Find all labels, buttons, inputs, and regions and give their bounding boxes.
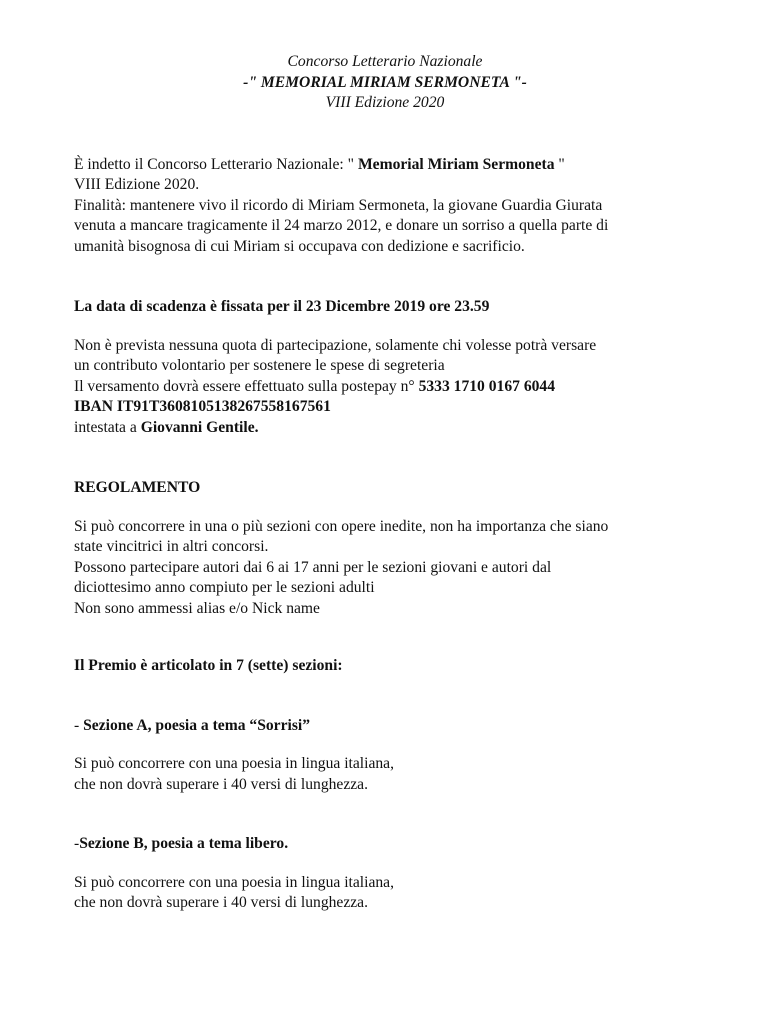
payment-line-4 [74, 397, 710, 418]
header-edition: VIII Edizione 2020 [325, 94, 445, 111]
section-b-dash: - [74, 835, 80, 852]
regolamento-title: REGOLAMENTO [74, 479, 201, 496]
document-header [60, 52, 710, 114]
intro-line-4: venuta a mancare tragicamente il 24 marzo 2012, e donare un sorriso a quella parte di [74, 217, 609, 234]
iban: IBAN IT91T3608105138267558167561 [74, 398, 331, 415]
intro-line-1 [74, 155, 710, 176]
payee-name: Giovanni Gentile. [140, 418, 259, 436]
section-a [74, 716, 710, 796]
section-b [74, 834, 710, 914]
regolamento-paragraph [74, 517, 710, 620]
regolamento-line-2: state vincitrici in altri concorsi. [74, 538, 269, 555]
header-title: Concorso Letterario Nazionale [287, 53, 483, 70]
intro-line-2: VIII Edizione 2020. [74, 176, 200, 193]
regolamento-line-3: Possono partecipare autori dai 6 ai 17 anni per le sezioni giovani e autori dal [74, 558, 552, 576]
section-a-heading [74, 716, 710, 737]
regolamento-line-1: Si può concorrere in una o più sezioni con opere inedite, non ha importanza che siano [74, 517, 609, 535]
memorial-name: Memorial Miriam Sermoneta [357, 155, 555, 173]
payment-text: Il versamento dovrà essere effettuato sulla postepay n° [74, 377, 419, 395]
payment-line-3 [74, 377, 710, 398]
intro-quote: " [554, 155, 565, 173]
header-memorial: -" MEMORIAL MIRIAM SERMONETA "- [243, 73, 527, 91]
payment-paragraph [74, 336, 710, 439]
payee-label: intestata a [74, 418, 141, 436]
section-b-heading [74, 834, 710, 855]
intro-text: È indetto il Concorso Letterario Nazionale: " [74, 155, 358, 173]
section-a-line-1: Si può concorrere con una poesia in lingua italiana, [74, 755, 394, 772]
deadline-heading [74, 297, 710, 318]
postepay-number: 5333 1710 0167 6044 [418, 377, 556, 395]
intro-line-3: Finalità: mantenere vivo il ricordo di Miriam Sermoneta, la giovane Guardia Giurata [74, 196, 603, 214]
section-a-line-2: che non dovrà superare i 40 versi di lunghezza. [74, 775, 369, 793]
regolamento-heading [74, 478, 710, 499]
section-a-dash: - [74, 716, 84, 734]
regolamento-line-4: diciottesimo anno compiuto per le sezioni adulti [74, 579, 375, 596]
regolamento-line-5: Non sono ammessi alias e/o Nick name [74, 599, 320, 617]
intro-paragraph [74, 155, 710, 258]
payment-line-2: un contributo volontario per sostenere le spese di segreteria [74, 357, 445, 374]
section-a-title: Sezione A, poesia a tema “Sorrisi” [83, 716, 311, 734]
intro-line-5: umanità bisognosa di cui Miriam si occupava con dedizione e sacrificio. [74, 237, 525, 255]
payment-line-5 [74, 418, 710, 439]
section-b-line-2: che non dovrà superare i 40 versi di lunghezza. [74, 894, 369, 911]
payment-line-1: Non è prevista nessuna quota di partecipazione, solamente chi volesse potrà versare [74, 336, 597, 354]
premio-text: Il Premio è articolato in 7 (sette) sezioni: [74, 657, 343, 674]
premio-heading [74, 656, 710, 677]
section-b-title: Sezione B, poesia a tema libero. [79, 835, 289, 852]
deadline-text: La data di scadenza è fissata per il 23 Dicembre 2019 ore 23.59 [74, 298, 490, 315]
section-b-line-1: Si può concorrere con una poesia in lingua italiana, [74, 873, 394, 891]
